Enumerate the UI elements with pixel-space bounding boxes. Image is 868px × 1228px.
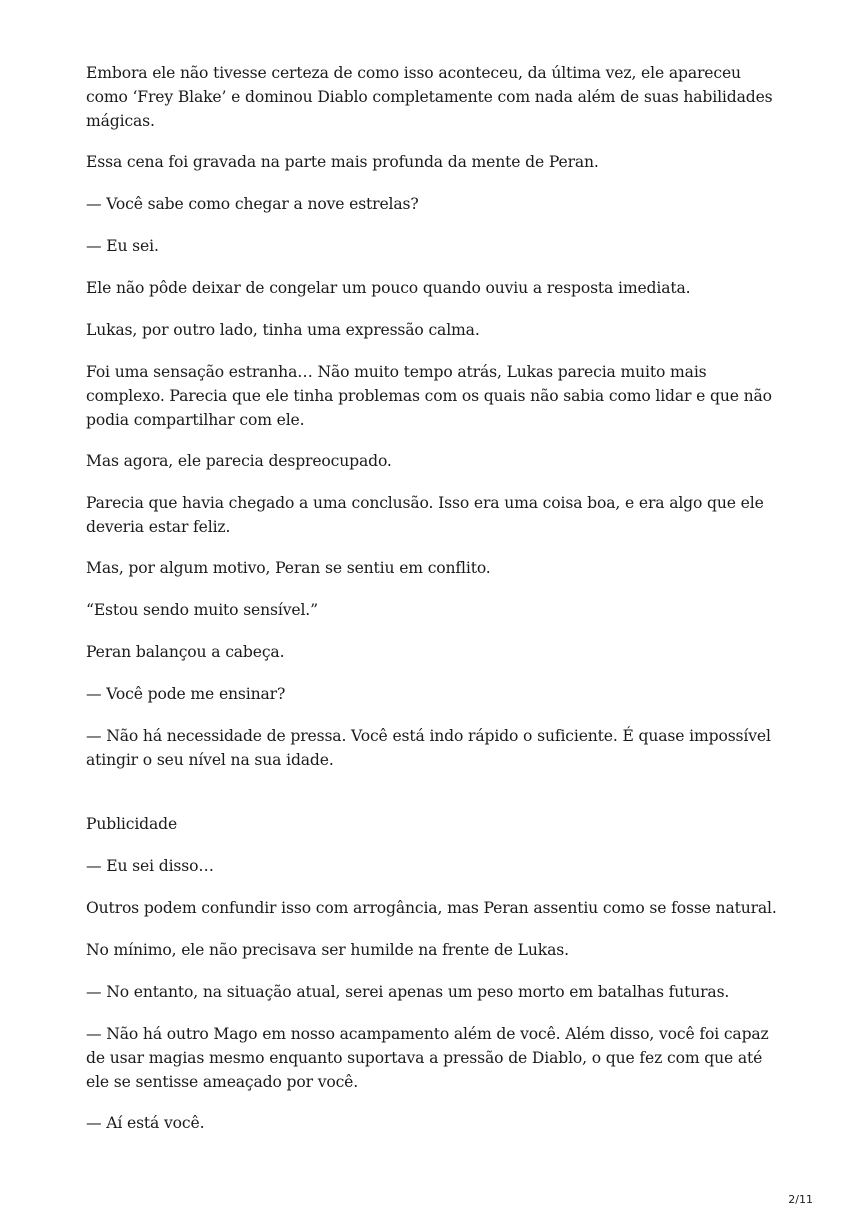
quote-paragraph: “Estou sendo muito sensível.” (86, 601, 318, 619)
paragraph: Foi uma sensação estranha… Não muito tempo atrás, Lukas parecia muito mais complexo. Parecia que ele tinha problemas com os quais não sabia como lidar e que não podia compartilhar com ele. (86, 363, 772, 429)
paragraph: Parecia que havia chegado a uma conclusão. Isso era uma coisa boa, e era algo que ele deveria estar feliz. (86, 494, 764, 536)
paragraph: Outros podem confundir isso com arrogância, mas Peran assentiu como se fosse natural. (86, 899, 777, 917)
paragraph: — Você pode me ensinar? (86, 685, 286, 703)
document-body (86, 61, 786, 1135)
paragraph: Peran balançou a cabeça. (86, 643, 285, 661)
paragraph: — Aí está você. (86, 1114, 205, 1132)
paragraph: No mínimo, ele não precisava ser humilde na frente de Lukas. (86, 941, 569, 959)
paragraph: — Eu sei. (86, 237, 159, 255)
paragraph: — Não há outro Mago em nosso acampamento além de você. Além disso, você foi capaz de usar magias mesmo enquanto suportava a pressão de Diablo, o que fez com que até ele se sentisse ameaçado por você. (86, 1025, 769, 1091)
paragraph: Mas agora, ele parecia despreocupado. (86, 452, 392, 470)
paragraph: — No entanto, na situação atual, serei apenas um peso morto em batalhas futuras. (86, 983, 730, 1001)
paragraph: Ele não pôde deixar de congelar um pouco quando ouviu a resposta imediata. (86, 279, 691, 297)
paragraph: Embora ele não tivesse certeza de como isso aconteceu, da última vez, ele apareceu como ‘Frey Blake’ e dominou Diablo completamente com nada além de suas habilidades mágicas. (86, 64, 773, 130)
paragraph: Lukas, por outro lado, tinha uma expressão calma. (86, 321, 480, 339)
paragraph: Essa cena foi gravada na parte mais profunda da mente de Peran. (86, 153, 599, 171)
paragraph: — Você sabe como chegar a nove estrelas? (86, 195, 419, 213)
paragraph: — Não há necessidade de pressa. Você está indo rápido o suficiente. É quase impossível atingir o seu nível na sua idade. (86, 727, 771, 769)
paragraph: Mas, por algum motivo, Peran se sentiu em conflito. (86, 559, 491, 577)
advertisement-label: Publicidade (86, 815, 178, 833)
paragraph: — Eu sei disso… (86, 857, 214, 875)
page-number: 2/11 (788, 1193, 813, 1206)
